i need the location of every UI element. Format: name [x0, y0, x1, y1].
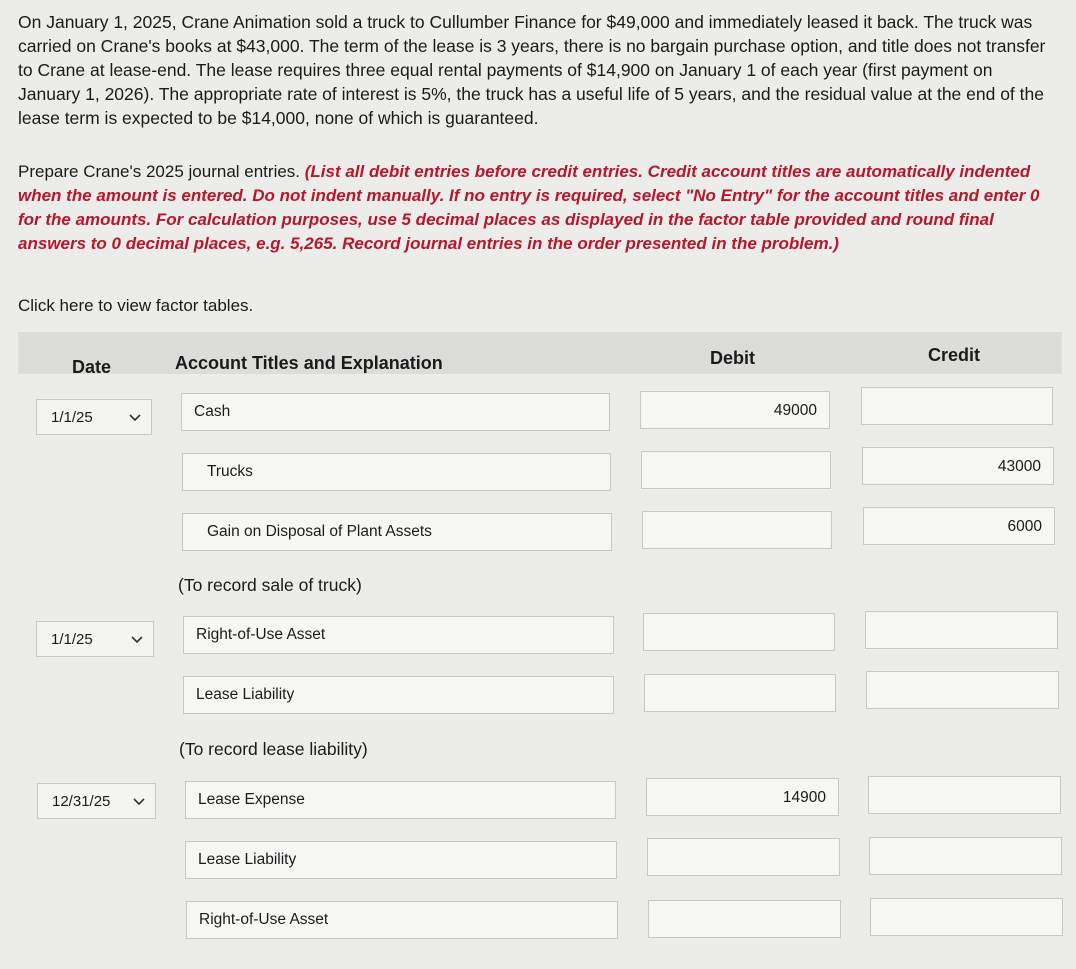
account-field-gain[interactable]: [182, 513, 612, 551]
factor-tables-link[interactable]: Click here to view factor tables.: [18, 296, 254, 315]
credit-field-cash[interactable]: [861, 387, 1053, 425]
credit-field-trucks[interactable]: [862, 447, 1054, 485]
credit-field-lease-liability-2[interactable]: [869, 837, 1062, 875]
debit-field-rou-asset[interactable]: [643, 613, 835, 651]
credit-field-lease-expense[interactable]: [868, 776, 1061, 814]
debit-field-lease-liability[interactable]: [644, 674, 836, 712]
debit-text: 49000: [773, 402, 817, 419]
debit-field-lease-liability-2[interactable]: [647, 838, 840, 876]
chevron-down-icon: [127, 409, 143, 425]
debit-field-rou-asset-2[interactable]: [648, 900, 841, 938]
account-field-lease-expense[interactable]: [185, 781, 616, 819]
debit-text: 14900: [782, 789, 826, 806]
account-field-rou-asset[interactable]: [183, 616, 614, 654]
debit-field-gain[interactable]: [642, 511, 832, 549]
credit-header: Credit: [928, 345, 981, 365]
account-text: Gain on Disposal of Plant Assets: [207, 523, 432, 540]
chevron-down-icon: [129, 631, 145, 647]
account-header: Account Titles and Explanation: [175, 353, 443, 373]
account-field-lease-liability[interactable]: [183, 676, 614, 714]
account-field-trucks[interactable]: [182, 453, 611, 491]
account-text: Right-of-Use Asset: [199, 911, 329, 928]
entry-note-lease: (To record lease liability): [179, 739, 368, 759]
instructions-emphasis: (List all debit entries before credit entries. Credit account titles are automatically indented when the amount is entered. Do not indent manually. If no entry is required, select "No Entry" for the account titles and enter 0 for the amounts. For calculation purposes, use 5 decimal places as displayed in the factor table provided and round final answers to 0 decimal places, e.g. 5,265. Record journal entries in the order presented in the problem.): [18, 162, 1040, 253]
date-value: 1/1/25: [51, 630, 93, 648]
date-select-1[interactable]: [36, 399, 152, 435]
account-text: Lease Liability: [196, 686, 295, 703]
account-text: Lease Expense: [198, 791, 305, 808]
account-text: Cash: [194, 403, 231, 420]
problem-statement: On January 1, 2025, Crane Animation sold a truck to Cullumber Finance for $49,000 and immediately leased it back. The truck was carried on Crane's books at $43,000. The term of the lease is 3 years, there is no bargain purchase option, and title does not transfer to Crane at lease-end. The lease requires three equal rental payments of $14,900 on January 1 of each year (first payment on January 1, 2026). The appropriate rate of interest is 5%, the truck has a useful life of 5 years, and the residual value at the end of the lease term is expected to be $14,000, none of which is guaranteed.: [18, 12, 1046, 128]
date-value: 12/31/25: [52, 792, 111, 810]
credit-field-gain[interactable]: [863, 507, 1055, 545]
account-field-cash[interactable]: [181, 393, 610, 431]
credit-field-rou-asset-2[interactable]: [870, 898, 1063, 936]
account-field-rou-asset-2[interactable]: [186, 901, 618, 939]
credit-text: 6000: [1007, 518, 1042, 535]
chevron-down-icon: [131, 793, 147, 809]
account-text: Right-of-Use Asset: [196, 626, 326, 643]
instructions-prefix: Prepare Crane's 2025 journal entries.: [18, 162, 305, 181]
debit-field-trucks[interactable]: [641, 451, 831, 489]
debit-field-cash[interactable]: [640, 391, 830, 429]
instructions: [18, 160, 1058, 256]
account-text: Trucks: [207, 463, 253, 480]
date-value: 1/1/25: [51, 408, 93, 426]
credit-field-lease-liability[interactable]: [866, 671, 1059, 709]
account-text: Lease Liability: [198, 851, 297, 868]
credit-field-rou-asset[interactable]: [865, 611, 1058, 649]
date-select-3[interactable]: [37, 783, 156, 819]
date-select-2[interactable]: [36, 621, 154, 657]
debit-header: Debit: [710, 348, 755, 368]
credit-text: 43000: [997, 458, 1041, 475]
entry-note-sale: (To record sale of truck): [178, 575, 362, 595]
debit-field-lease-expense[interactable]: [646, 778, 839, 816]
date-header: Date: [72, 357, 112, 377]
account-field-lease-liability-2[interactable]: [185, 841, 617, 879]
